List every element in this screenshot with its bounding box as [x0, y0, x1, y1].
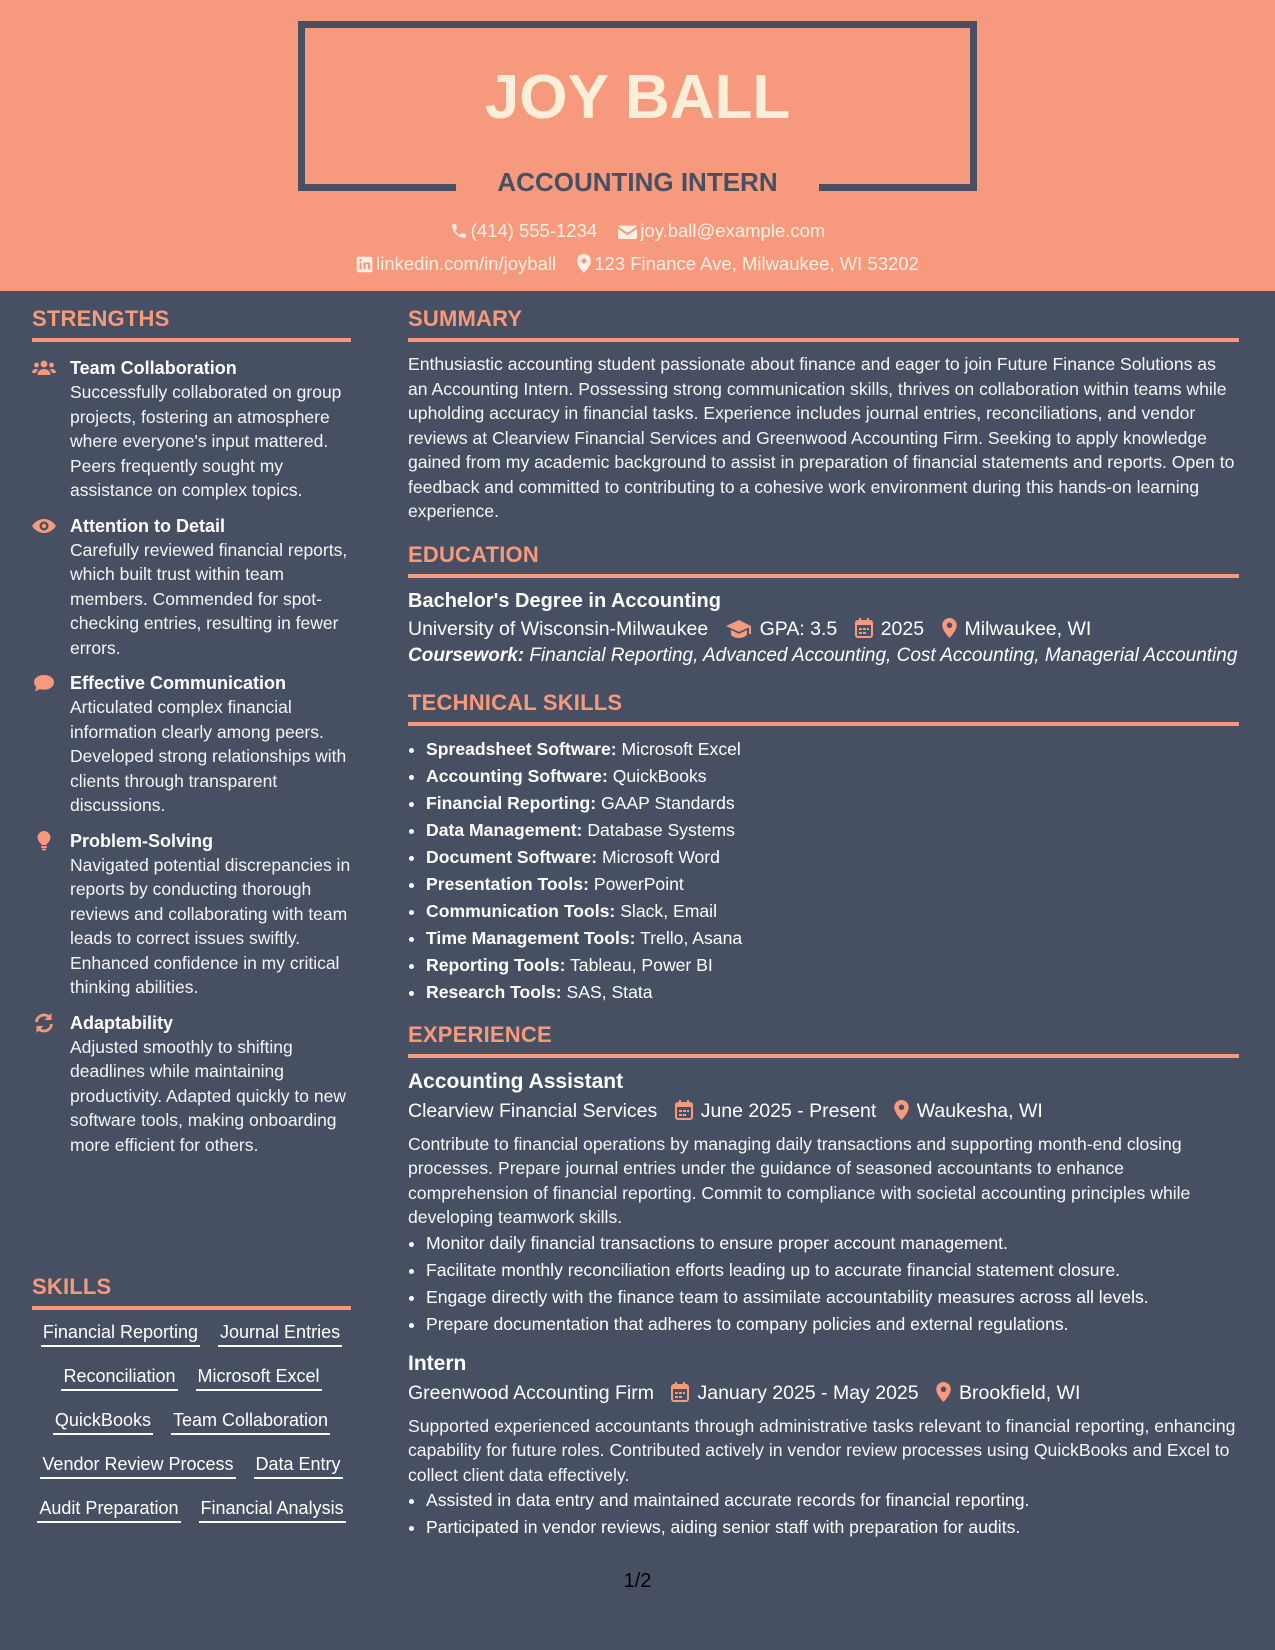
dates-text: June 2025 - Present [700, 1099, 877, 1122]
company-name: Greenwood Accounting Firm [408, 1381, 655, 1404]
job-entry [408, 1350, 1239, 1542]
school-name: University of Wisconsin-Milwaukee [408, 617, 709, 640]
gpa-text: GPA: 3.5 [759, 617, 838, 640]
skill-value: Microsoft Excel [621, 738, 741, 759]
degree-title: Bachelor's Degree in Accounting [408, 589, 721, 612]
skill-label: Data Management: [426, 819, 583, 840]
technical-skills-list [408, 736, 1239, 1006]
skill-value: Slack, Email [620, 900, 717, 921]
map-marker-icon [894, 1100, 909, 1120]
lightbulb-icon [32, 831, 56, 851]
strength-title: Team Collaboration [70, 358, 237, 378]
list-item [426, 952, 1239, 979]
sync-icon [32, 1013, 56, 1033]
email-text: joy.ball@example.com [640, 220, 826, 241]
list-item [426, 898, 1239, 925]
education-location [942, 614, 1092, 644]
map-marker-icon [577, 254, 591, 273]
map-marker-icon [936, 1382, 951, 1402]
skill-label: Financial Reporting: [426, 792, 597, 813]
strength-title: Problem-Solving [70, 830, 214, 851]
left-column [32, 306, 351, 1168]
skills-heading: SKILLS [32, 1274, 351, 1310]
job-title: ACCOUNTING INTERN [497, 167, 778, 197]
skill-tag: Data Entry [254, 1453, 343, 1479]
strength-title: Effective Communication [70, 673, 287, 693]
address-text: 123 Finance Ave, Milwaukee, WI 53202 [594, 253, 919, 274]
experience-heading: EXPERIENCE [408, 1022, 1239, 1058]
skill-label: Communication Tools: [426, 900, 616, 921]
skill-value: Trello, Asana [640, 927, 743, 948]
job-meta [408, 1378, 1239, 1408]
job-dates [675, 1096, 877, 1126]
job-dates [671, 1378, 918, 1408]
skill-value: SAS, Stata [566, 981, 653, 1002]
address-contact [577, 253, 919, 275]
technical-skills-heading: TECHNICAL SKILLS [408, 690, 1239, 726]
job-meta [408, 1096, 1239, 1126]
year-text: 2025 [880, 617, 925, 640]
skill-label: Accounting Software: [426, 765, 608, 786]
strength-item [32, 671, 351, 818]
job-bullets [408, 1487, 1239, 1541]
contact-line [0, 253, 1275, 275]
page-number: 1/2 [623, 1570, 652, 1592]
strength-description: Navigated potential discrepancies in reports by conducting thorough reviews and collaborating with team leads to correct issues swiftly. Enhanced confidence in my critical thinking abilities. [70, 854, 351, 997]
list-item: • Engage directly with the finance team to assimilate accountability measures across all levels. [426, 1284, 1239, 1311]
list-item [426, 736, 1239, 763]
skill-value: QuickBooks [612, 765, 707, 786]
users-icon [32, 358, 56, 378]
skill-tag: Team Collaboration [171, 1409, 330, 1435]
list-item [426, 844, 1239, 871]
linkedin-text: linkedin.com/in/joyball [376, 253, 557, 274]
skill-value: GAAP Standards [600, 792, 735, 813]
skill-label: Time Management Tools: [426, 927, 636, 948]
location-text: Milwaukee, WI [964, 617, 1092, 640]
skill-label: Presentation Tools: [426, 873, 589, 894]
strength-title: Attention to Detail [70, 515, 225, 536]
list-item [426, 790, 1239, 817]
job-location [894, 1096, 1043, 1126]
contact-line [0, 220, 1275, 242]
job-position: Intern [408, 1351, 467, 1375]
skill-tag: Microsoft Excel [196, 1365, 322, 1391]
calendar-icon [675, 1100, 693, 1120]
comment-icon [32, 673, 56, 693]
coursework-text: Financial Reporting, Advanced Accounting, Cost Accounting, Managerial Accounting [529, 644, 1238, 666]
skill-tag: Financial Reporting [41, 1321, 200, 1347]
strength-item [32, 514, 351, 661]
linkedin-icon [356, 256, 373, 273]
list-item [426, 925, 1239, 952]
strength-title: Adaptability [70, 1012, 174, 1033]
summary-heading: SUMMARY [408, 306, 1239, 342]
calendar-icon [855, 618, 873, 638]
skill-label: Reporting Tools: [426, 954, 566, 975]
phone-text: (414) 555-1234 [470, 220, 598, 241]
phone-icon [450, 222, 468, 240]
email-contact[interactable] [618, 220, 825, 242]
list-item [426, 763, 1239, 790]
coursework-label: Coursework: [408, 644, 525, 666]
coursework [408, 644, 1239, 668]
job-position: Accounting Assistant [408, 1069, 624, 1093]
education-heading: EDUCATION [408, 542, 1239, 578]
job-bullets [408, 1230, 1239, 1338]
list-item [426, 871, 1239, 898]
phone-contact[interactable] [450, 220, 598, 242]
job-description: Contribute to financial operations by managing daily transactions and supporting month-end closing processes. Prepare journal entries under the guidance of seasoned accountants to enhance comprehension of financial reporting. Commit to compliance with societal accounting principles while developing teamwork skills. [408, 1133, 1191, 1227]
strengths-heading: STRENGTHS [32, 306, 351, 342]
skill-tag: Journal Entries [218, 1321, 342, 1347]
list-item [426, 817, 1239, 844]
skill-tag: Vendor Review Process [40, 1453, 235, 1479]
skill-tag-list [32, 1321, 351, 1523]
eye-icon [32, 516, 56, 536]
skill-tag: Financial Analysis [199, 1497, 346, 1523]
list-item: • Prepare documentation that adheres to company policies and external regulations. [426, 1311, 1239, 1338]
strength-description: Successfully collaborated on group projects, fostering an atmosphere where everyone's input mattered. Peers frequently sought my assistance on complex topics. [70, 382, 342, 500]
job-entry [408, 1068, 1239, 1338]
skill-value: PowerPoint [593, 873, 684, 894]
right-column [408, 306, 1239, 1541]
strength-description: Adjusted smoothly to shifting deadlines while maintaining productivity. Adapted quickly to new software tools, making onboarding more efficient for others. [70, 1036, 346, 1155]
skills-section [32, 1274, 351, 1324]
envelope-icon [618, 224, 637, 240]
map-marker-icon [942, 618, 957, 638]
header-frame [298, 21, 977, 28]
skill-label: Document Software: [426, 846, 598, 867]
skill-value: Microsoft Word [601, 846, 720, 867]
strength-description: Carefully reviewed financial reports, which built trust within team members. Commended for spot-checking entries, resulting in fewer errors. [70, 539, 348, 658]
dates-text: January 2025 - May 2025 [697, 1381, 919, 1404]
gpa [726, 614, 838, 644]
list-item: • Facilitate monthly reconciliation efforts leading up to accurate financial statement closure. [426, 1257, 1239, 1284]
skill-tag: Audit Preparation [37, 1497, 180, 1523]
strength-item [32, 356, 351, 503]
location-text: Waukesha, WI [916, 1099, 1043, 1122]
location-text: Brookfield, WI [959, 1381, 1081, 1404]
strength-item [32, 829, 351, 1000]
skill-label: Research Tools: [426, 981, 562, 1002]
job-description: Supported experienced accountants through administrative tasks relevant to financial reporting, enhancing capability for future roles. Contributed actively in vendor review processes using QuickBooks and Excel to collect client data effectively. [408, 1415, 1236, 1485]
graduation-cap-icon [726, 620, 752, 638]
summary-text: Enthusiastic accounting student passionate about finance and eager to join Future Finance Solutions as an Accounting Intern. Possessing strong communication skills, thrives on collaboration within teams while upholding accuracy in financial tasks. Experience includes journal entries, reconciliations, and vendor reviews at Clearview Financial Services and Greenwood Accounting Firm. Seeking to apply knowledge gained from my academic background to assist in preparation of financial statements and reports. Open to feedback and committed to contributing to a cohesive work environment during this hands-on learning experience. [408, 354, 1235, 521]
graduation-year [855, 614, 924, 644]
skill-value: Database Systems [587, 819, 735, 840]
skill-label: Spreadsheet Software: [426, 738, 617, 759]
list-item [426, 979, 1239, 1006]
candidate-name: JOY BALL [484, 63, 791, 132]
linkedin-contact[interactable] [356, 253, 556, 275]
list-item: • Assisted in data entry and maintained accurate records for financial reporting. [426, 1487, 1239, 1514]
strength-description: Articulated complex financial information clearly among peers. Developed strong relationships with clients through transparent discussions. [70, 697, 347, 815]
education-meta [408, 614, 1239, 644]
skill-value: Tableau, Power BI [570, 954, 713, 975]
resume-header [0, 0, 1275, 291]
strength-item [32, 1011, 351, 1158]
skill-tag: Reconciliation [61, 1365, 177, 1391]
list-item: • Monitor daily financial transactions to ensure proper account management. [426, 1230, 1239, 1257]
job-location [936, 1378, 1080, 1408]
company-name: Clearview Financial Services [408, 1099, 658, 1122]
list-item: • Participated in vendor reviews, aiding senior staff with preparation for audits. [426, 1514, 1239, 1541]
skill-tag: QuickBooks [53, 1409, 153, 1435]
calendar-icon [671, 1382, 689, 1402]
